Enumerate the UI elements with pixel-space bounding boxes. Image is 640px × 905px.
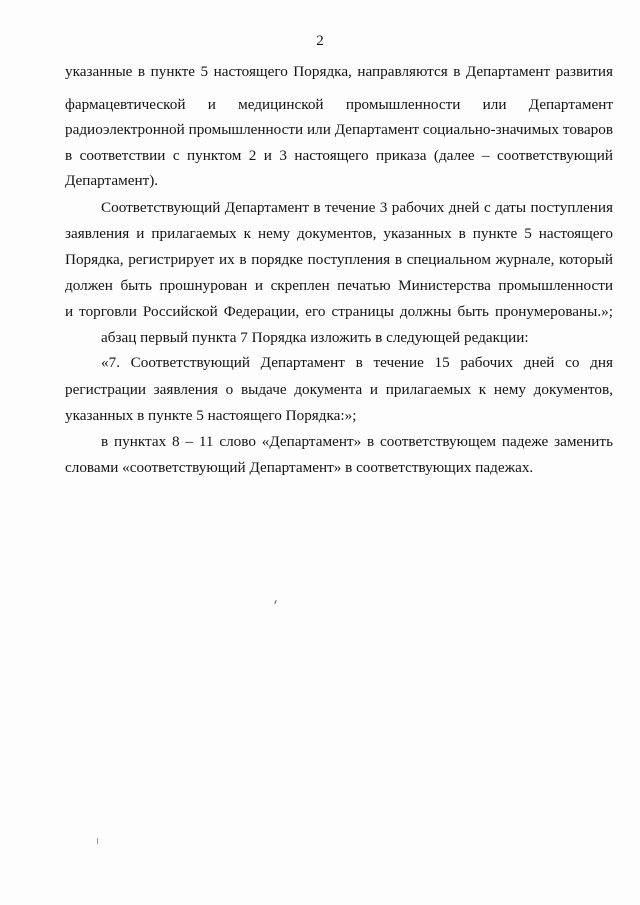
page-number: 2 bbox=[316, 33, 324, 49]
text-line: в пунктах 8 – 11 слово «Департамент» в соответствующем падеже заменить bbox=[101, 433, 613, 450]
text-line: должен быть прошнурован и скреплен печатью Министерства промышленности bbox=[65, 277, 613, 294]
text-line: указанных в пункте 5 настоящего Порядка:»; bbox=[65, 407, 357, 424]
text-line: Департамент). bbox=[65, 172, 159, 189]
text-line: заявления и прилагаемых к нему документов, указанных в пункте 5 настоящего bbox=[65, 225, 613, 242]
text-line: абзац первый пункта 7 Порядка изложить в следующей редакции: bbox=[101, 329, 529, 346]
text-line: Порядка, регистрирует их в порядке поступления в специальном журнале, который bbox=[65, 251, 613, 268]
scan-speck bbox=[274, 600, 276, 604]
text-line: Соответствующий Департамент в течение 3 рабочих дней с даты поступления bbox=[101, 199, 613, 216]
text-line: в соответствии с пунктом 2 и 3 настоящего приказа (далее – соответствующий bbox=[65, 147, 613, 164]
text-line: регистрации заявления о выдаче документа и прилагаемых к нему документов, bbox=[65, 381, 613, 398]
scan-mark bbox=[97, 838, 98, 844]
text-line: фармацевтической и медицинской промышленности или Департамент bbox=[65, 96, 613, 113]
text-line: и торговли Российской Федерации, его страницы должны быть пронумерованы.»; bbox=[65, 303, 613, 320]
text-line: «7. Соответствующий Департамент в течение 15 рабочих дней со дня bbox=[101, 354, 613, 371]
text-line: словами «соответствующий Департамент» в соответствующих падежах. bbox=[65, 459, 534, 476]
text-line: радиоэлектронной промышленности или Департамент социально-значимых товаров bbox=[65, 121, 613, 138]
text-line: указанные в пункте 5 настоящего Порядка, направляются в Департамент развития bbox=[65, 63, 613, 80]
